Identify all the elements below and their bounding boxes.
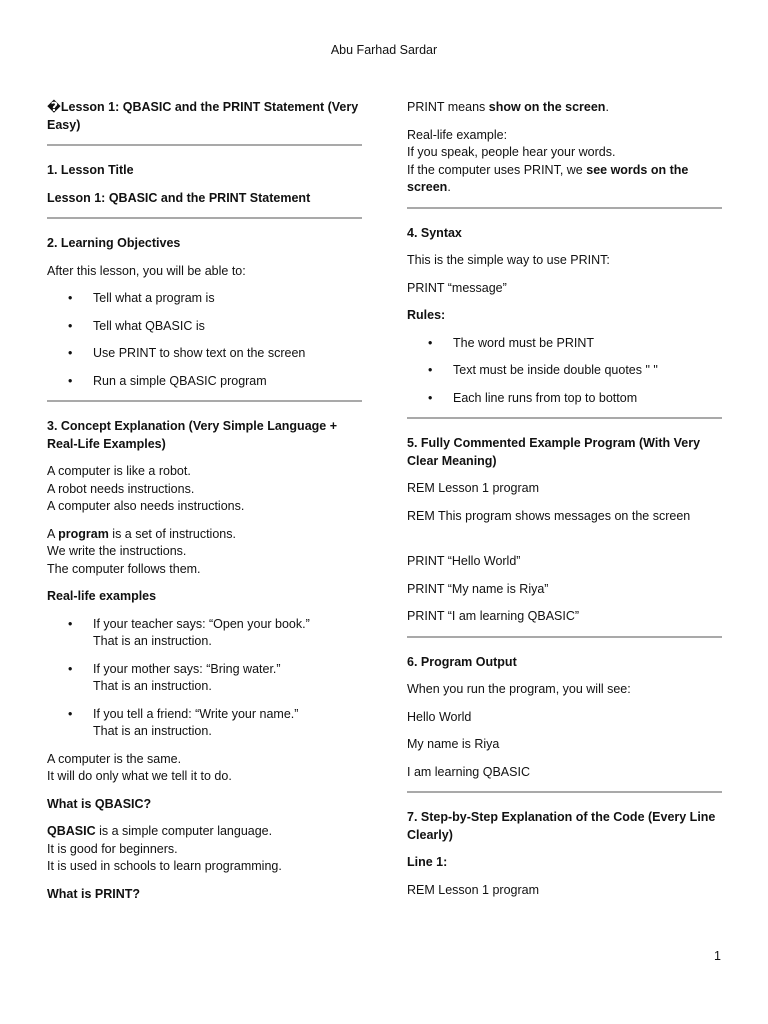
section-7-heading: 7. Step-by-Step Explanation of the Code (Every Line Clearly) (407, 810, 716, 842)
code-line: PRINT “I am learning QBASIC” (407, 609, 580, 623)
robot-paragraph (47, 463, 362, 516)
list-item: • Run a simple QBASIC program (47, 373, 362, 391)
print-heading: What is PRINT? (47, 886, 141, 901)
text-fragment: PRINT means (407, 100, 489, 114)
program-paragraph (47, 526, 362, 579)
text-line: That is an instruction. (93, 634, 212, 648)
text-line: A computer is the same. (47, 751, 182, 766)
code-line: PRINT “My name is Riya” (407, 581, 549, 596)
text-line: It will do only what we tell it to do. (47, 769, 232, 783)
bold-term: program (58, 526, 109, 541)
section-3-heading: 3. Concept Explanation (Very Simple Language + Real-Life Examples) (47, 419, 338, 451)
output-line: I am learning QBASIC (407, 764, 530, 779)
list-item (47, 661, 362, 696)
left-column (47, 99, 362, 913)
code-line: REM This program shows messages on the screen (407, 508, 691, 523)
computer-same-paragraph (47, 751, 362, 786)
page-number: 1 (714, 949, 721, 963)
text-line: It is used in schools to learn programming. (47, 859, 282, 873)
section-2-heading: 2. Learning Objectives (47, 236, 181, 250)
real-life-heading: Real-life examples (47, 589, 157, 603)
section-5-heading: 5. Fully Commented Example Program (With Very Clear Meaning) (407, 436, 701, 468)
divider (407, 417, 722, 419)
print-means-paragraph (407, 99, 722, 117)
page-header-author: Abu Farhad Sardar (330, 43, 438, 57)
divider (407, 207, 722, 209)
text-line: A computer is like a robot. (47, 464, 191, 478)
objectives-intro: After this lesson, you will be able to: (47, 263, 246, 278)
text-line: A robot needs instructions. (47, 481, 195, 496)
divider (47, 400, 362, 402)
code-line: REM Lesson 1 program (407, 882, 540, 897)
objectives-list (47, 290, 362, 390)
text-line: That is an instruction. (93, 724, 212, 738)
text-line: We write the instructions. (47, 544, 187, 558)
right-column (407, 99, 722, 909)
qbasic-paragraph (47, 823, 362, 876)
divider (407, 636, 722, 638)
line-1-label: Line 1: (407, 855, 448, 869)
rules-heading: Rules: (407, 308, 446, 322)
text-line: A computer also needs instructions. (47, 499, 245, 513)
bold-term: see words on the screen (407, 162, 689, 194)
text-line: Real-life example: (407, 127, 508, 142)
code-line: REM Lesson 1 program (407, 481, 540, 495)
list-item: • Text must be inside double quotes " " (407, 362, 722, 380)
list-item: • Each line runs from top to bottom (407, 390, 722, 408)
lesson-title-text: Lesson 1: QBASIC and the PRINT Statement (47, 190, 311, 205)
section-6-heading: 6. Program Output (407, 654, 517, 669)
list-item: • Use PRINT to show text on the screen (47, 345, 362, 363)
lesson-title: �Lesson 1: QBASIC and the PRINT Statement (Very Easy) (47, 100, 359, 132)
code-line: PRINT “Hello World” (407, 554, 521, 568)
text-fragment: If the computer uses PRINT, we (407, 162, 587, 177)
text-fragment: is a set of instructions. (108, 526, 236, 541)
syntax-example: PRINT “message” (407, 280, 507, 295)
divider (407, 791, 722, 793)
text-fragment: is a simple computer language. (95, 824, 273, 838)
list-item: • Tell what QBASIC is (47, 318, 362, 336)
syntax-intro: This is the simple way to use PRINT: (407, 253, 610, 267)
list-item (47, 616, 362, 651)
text-fragment: A (47, 526, 59, 541)
output-line: Hello World (407, 709, 472, 724)
blank-line (407, 535, 722, 553)
real-life-list (47, 616, 362, 741)
divider (47, 217, 362, 219)
divider (47, 144, 362, 146)
rules-list (407, 335, 722, 408)
bold-term: QBASIC (47, 824, 96, 838)
text-line: If you speak, people hear your words. (407, 145, 616, 159)
list-item (47, 706, 362, 741)
qbasic-heading: What is QBASIC? (47, 796, 152, 811)
text-line: If your teacher says: “Open your book.” (93, 616, 310, 631)
text-line: If you tell a friend: “Write your name.” (93, 706, 299, 721)
output-line: My name is Riya (407, 737, 500, 751)
section-1-heading: 1. Lesson Title (47, 163, 134, 177)
text-line: The computer follows them. (47, 561, 201, 576)
text-line: If your mother says: “Bring water.” (93, 661, 281, 676)
text-line: That is an instruction. (93, 679, 212, 693)
text-fragment: . (605, 100, 609, 114)
text-line: It is good for beginners. (47, 841, 178, 856)
output-intro: When you run the program, you will see: (407, 682, 631, 696)
section-4-heading: 4. Syntax (407, 225, 462, 240)
list-item: • Tell what a program is (47, 290, 362, 308)
list-item: • The word must be PRINT (407, 335, 722, 353)
text-fragment: . (447, 180, 451, 194)
real-life-example-paragraph (407, 127, 722, 197)
bold-term: show on the screen (488, 100, 606, 114)
